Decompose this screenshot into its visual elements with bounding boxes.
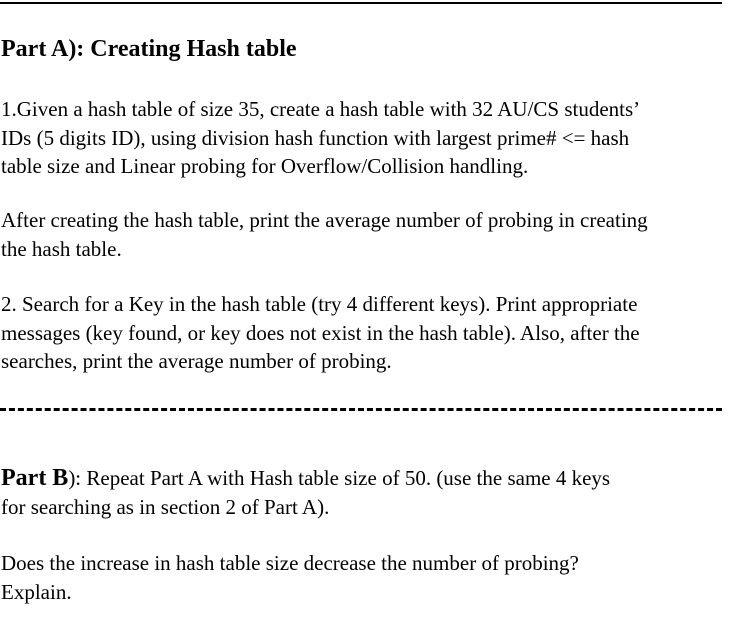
part-a-after-creation xyxy=(1,206,648,263)
question-2-line-3: searches, print the average number of probing. xyxy=(1,349,392,373)
question-2-line-2: messages (key found, or key does not exist in the hash table). Also, after the xyxy=(1,320,640,345)
top-divider xyxy=(0,2,722,4)
part-b-line-1: ): Repeat Part A with Hash table size of 50. (use the same 4 keys xyxy=(68,466,611,490)
part-b-paragraph xyxy=(1,464,610,521)
question-2-line-1: 2. Search for a Key in the hash table (try 4 different keys). Print appropriate xyxy=(1,292,638,316)
after-creation-line-1: After creating the hash table, print the average number of probing in creating xyxy=(1,208,648,232)
part-b-question xyxy=(1,549,579,606)
question-1-line-1: 1.Given a hash table of size 35, create a hash table with 32 AU/CS students’ xyxy=(1,97,641,121)
part-b-label: Part B xyxy=(1,465,69,491)
question-1-line-3: table size and Linear probing for Overflow/Collision handling. xyxy=(1,154,529,178)
question-1-line-2: IDs (5 digits ID), using division hash function with largest prime# <= hash xyxy=(1,125,630,150)
after-creation-line-2: the hash table. xyxy=(1,236,122,261)
part-b-question-line-2: Explain. xyxy=(1,579,72,604)
part-a-question-1 xyxy=(1,95,640,181)
part-a-heading: Part A): Creating Hash table xyxy=(1,36,297,62)
part-b-line-2: for searching as in section 2 of Part A). xyxy=(1,494,330,519)
dashed-divider xyxy=(0,408,722,411)
part-b-question-line-1: Does the increase in hash table size decrease the number of probing? xyxy=(1,551,579,575)
part-a-question-2 xyxy=(1,290,640,376)
